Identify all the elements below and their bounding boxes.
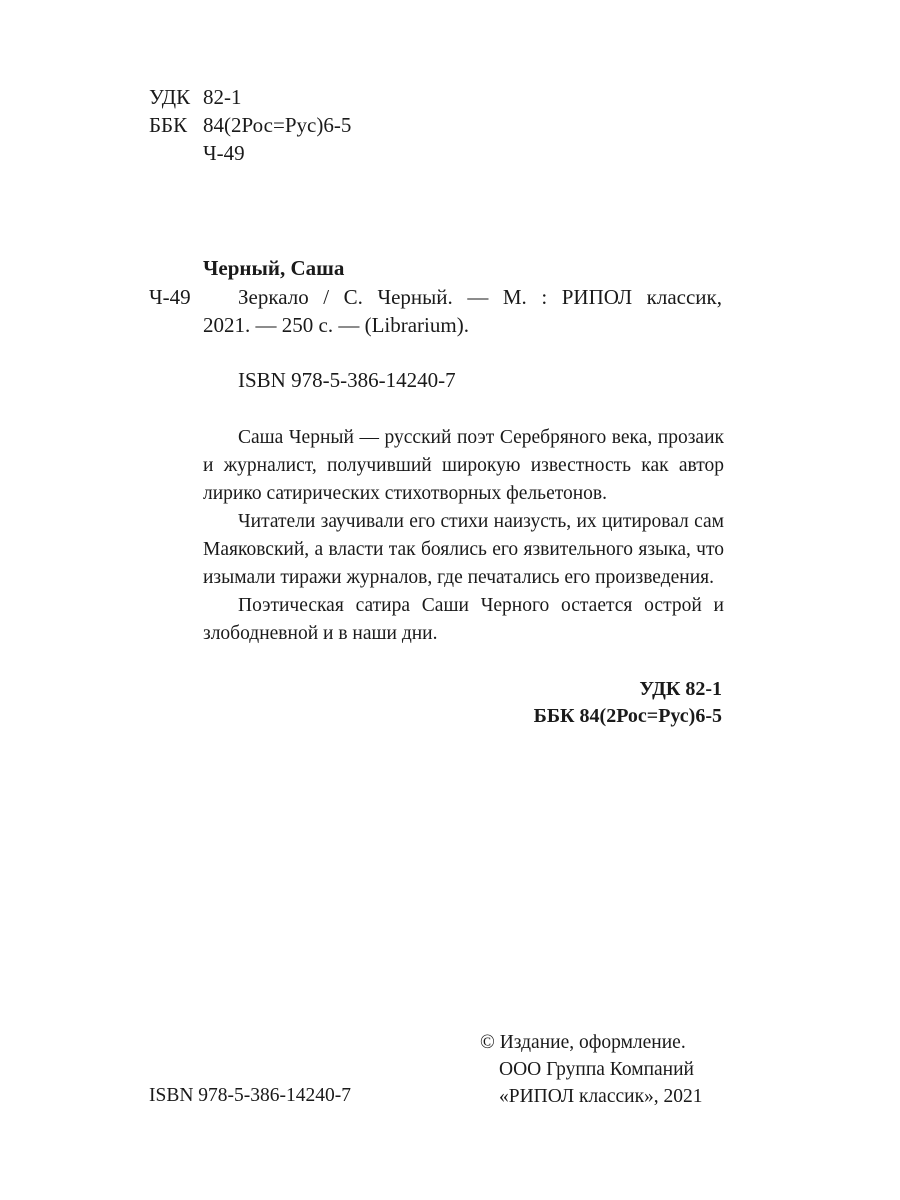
- index-udk: УДК 82-1: [639, 678, 722, 700]
- copyright-line: «РИПОЛ классик», 2021: [499, 1086, 703, 1107]
- annotation-paragraph: Читатели заучивали его стихи наизусть, их цитировал сам Маяковский, а власти так боялись его язвительного языка, что изымали тиражи журналов, где печатались его произведения.: [203, 511, 724, 588]
- udk-label: УДК: [149, 85, 191, 109]
- entry-isbn: ISBN 978-5-386-14240-7: [238, 368, 456, 392]
- bbk-value: 84(2Рос=Рус)6-5: [203, 113, 352, 137]
- author-mark: Ч-49: [203, 141, 245, 165]
- copyright-line: ООО Группа Компаний: [499, 1059, 694, 1080]
- annotation: [203, 424, 724, 648]
- bbk-label: ББК: [149, 113, 188, 137]
- entry-code: Ч-49: [149, 285, 191, 309]
- udk-value: 82-1: [203, 85, 242, 109]
- copyright-block: [480, 1029, 725, 1110]
- entry-title-line: Зеркало / С. Черный. — М. : РИПОЛ классик,: [238, 285, 722, 309]
- entry-author: Черный, Саша: [203, 256, 345, 280]
- annotation-paragraph: Саша Черный — русский поэт Серебряного века, прозаик и журналист, получивший широкую известность как автор лирико сатирических стихотворных фельетонов.: [203, 427, 724, 504]
- annotation-paragraph: Поэтическая сатира Саши Черного остается острой и злободневной и в наши дни.: [203, 595, 724, 644]
- footer-isbn: ISBN 978-5-386-14240-7: [149, 1085, 352, 1106]
- entry-publication-line: 2021. — 250 с. — (Librarium).: [203, 313, 469, 337]
- copyright-line: © Издание, оформление.: [480, 1032, 686, 1053]
- index-bbk: ББК 84(2Рос=Рус)6-5: [533, 705, 722, 727]
